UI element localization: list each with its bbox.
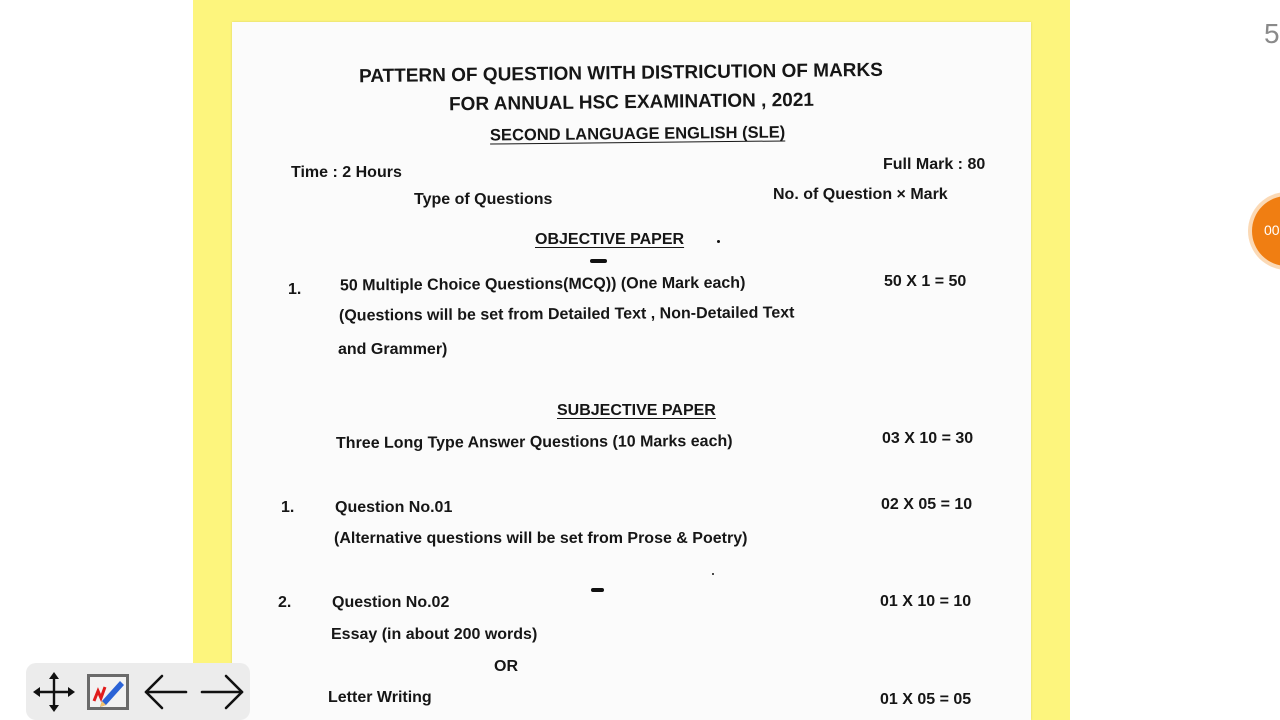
objective-item-line-2: (Questions will be set from Detailed Text , Non-Detailed Text [338, 304, 795, 325]
subjective-summary: Three Long Type Answer Questions (10 Marks each) [335, 432, 733, 453]
question-1-title: Question No.01 [335, 499, 453, 516]
annotation-toolbar [26, 663, 250, 720]
floating-button-label: 00 [1264, 222, 1280, 238]
back-arrow-icon[interactable] [142, 671, 190, 713]
scan-mark [590, 259, 607, 263]
objective-item-line-1: 50 Multiple Choice Questions(MCQ)) (One Mark each) [339, 274, 746, 295]
question-2-or: OR [494, 658, 518, 675]
question-2-title: Question No.02 [332, 594, 450, 611]
full-mark-label: Full Mark : 80 [883, 156, 986, 173]
question-1-note: (Alternative questions will be set from Prose & Poetry) [334, 530, 748, 547]
move-icon[interactable] [30, 671, 78, 713]
subjective-summary-marks: 03 X 10 = 30 [882, 430, 974, 447]
floating-action-button[interactable] [1252, 196, 1280, 266]
objective-heading: OBJECTIVE PAPER [535, 231, 685, 248]
objective-item-line-3: and Grammer) [338, 341, 448, 358]
scan-mark [591, 588, 604, 592]
title-line-1: PATTERN OF QUESTION WITH DISTRICUTION OF MARKS [358, 59, 883, 88]
time-label: Time : 2 Hours [291, 164, 402, 181]
question-2-essay: Essay (in about 200 words) [331, 626, 538, 643]
question-2-letter-marks: 01 X 05 = 05 [880, 691, 972, 708]
scan-mark [712, 573, 714, 575]
objective-item-marks: 50 X 1 = 50 [884, 273, 967, 290]
question-1-marks: 02 X 05 = 10 [881, 496, 973, 513]
question-2-marks: 01 X 10 = 10 [880, 593, 972, 610]
question-1-number: 1. [281, 499, 295, 516]
title-line-2: FOR ANNUAL HSC EXAMINATION , 2021 [448, 89, 815, 116]
scan-mark [717, 240, 720, 243]
question-2-number: 2. [278, 594, 292, 611]
forward-arrow-icon[interactable] [198, 671, 246, 713]
marks-header: No. of Question × Mark [773, 186, 948, 203]
exam-document [232, 22, 1031, 720]
subjective-heading: SUBJECTIVE PAPER [557, 402, 716, 419]
subject-heading: SECOND LANGUAGE ENGLISH (SLE) [489, 123, 786, 145]
question-2-letter: Letter Writing [328, 689, 432, 706]
page-indicator: 5 [1264, 18, 1280, 49]
pen-icon[interactable] [84, 671, 132, 713]
type-header: Type of Questions [414, 191, 553, 208]
objective-item-number: 1. [288, 281, 302, 298]
